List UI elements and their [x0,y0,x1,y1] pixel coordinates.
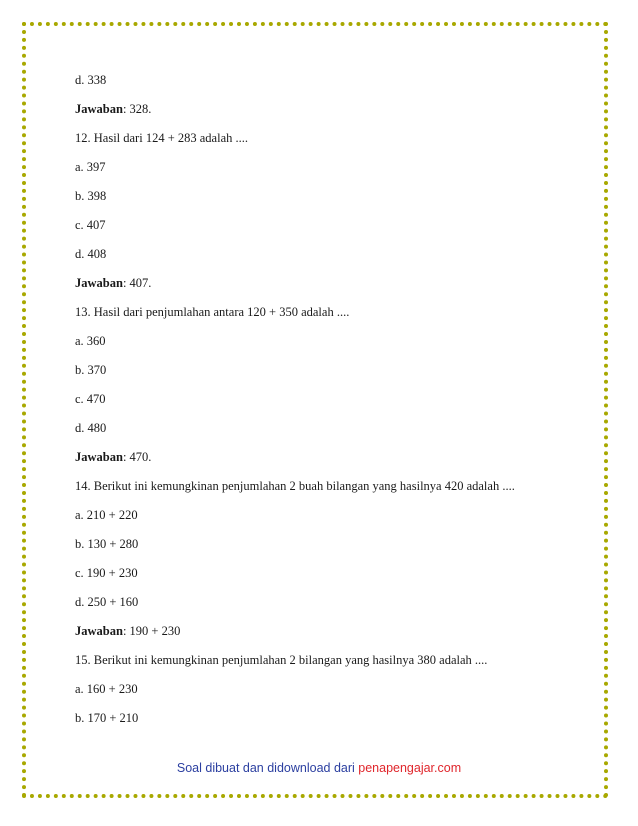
answer-label: Jawaban [75,624,123,638]
question-15: 15. Berikut ini kemungkinan penjumlahan 2 bilangan yang hasilnya 380 adalah .... [75,653,488,667]
answer-value: : 407. [122,276,152,290]
answer-label: Jawaban [75,102,123,116]
footer-text: Soal dibuat dan didownload dari [176,761,359,775]
option-c: c. 407 [75,218,106,232]
answer-line [75,275,575,291]
answer-value: : 190 + 230 [122,624,181,638]
answer-label: Jawaban [75,450,123,464]
option-d: d. 480 [75,421,107,435]
option-d: d. 250 + 160 [75,595,139,609]
question-12: 12. Hasil dari 124 + 283 adalah .... [75,131,248,145]
option-a: a. 360 [75,334,106,348]
question-13: 13. Hasil dari penjumlahan antara 120 + 350 adalah .... [75,305,350,319]
answer-line [75,623,575,639]
answer-value: : 328. [122,102,152,116]
option-c: c. 190 + 230 [75,566,138,580]
footer-site-link[interactable]: penapengajar.com [358,761,462,775]
answer-line [75,101,575,117]
answer-line [75,449,575,465]
answer-value: : 470. [122,450,152,464]
option-b: b. 130 + 280 [75,537,139,551]
option-b: b. 170 + 210 [75,711,139,725]
option-b: b. 370 [75,363,107,377]
option-d: d. 338 [75,73,107,87]
option-c: c. 470 [75,392,106,406]
question-14: 14. Berikut ini kemungkinan penjumlahan 2 buah bilangan yang hasilnya 420 adalah .... [75,479,515,493]
page-footer [0,760,638,776]
document-body [75,72,575,739]
option-a: a. 160 + 230 [75,682,138,696]
option-b: b. 398 [75,189,107,203]
option-d: d. 408 [75,247,107,261]
answer-label: Jawaban [75,276,123,290]
option-a: a. 397 [75,160,106,174]
option-a: a. 210 + 220 [75,508,138,522]
